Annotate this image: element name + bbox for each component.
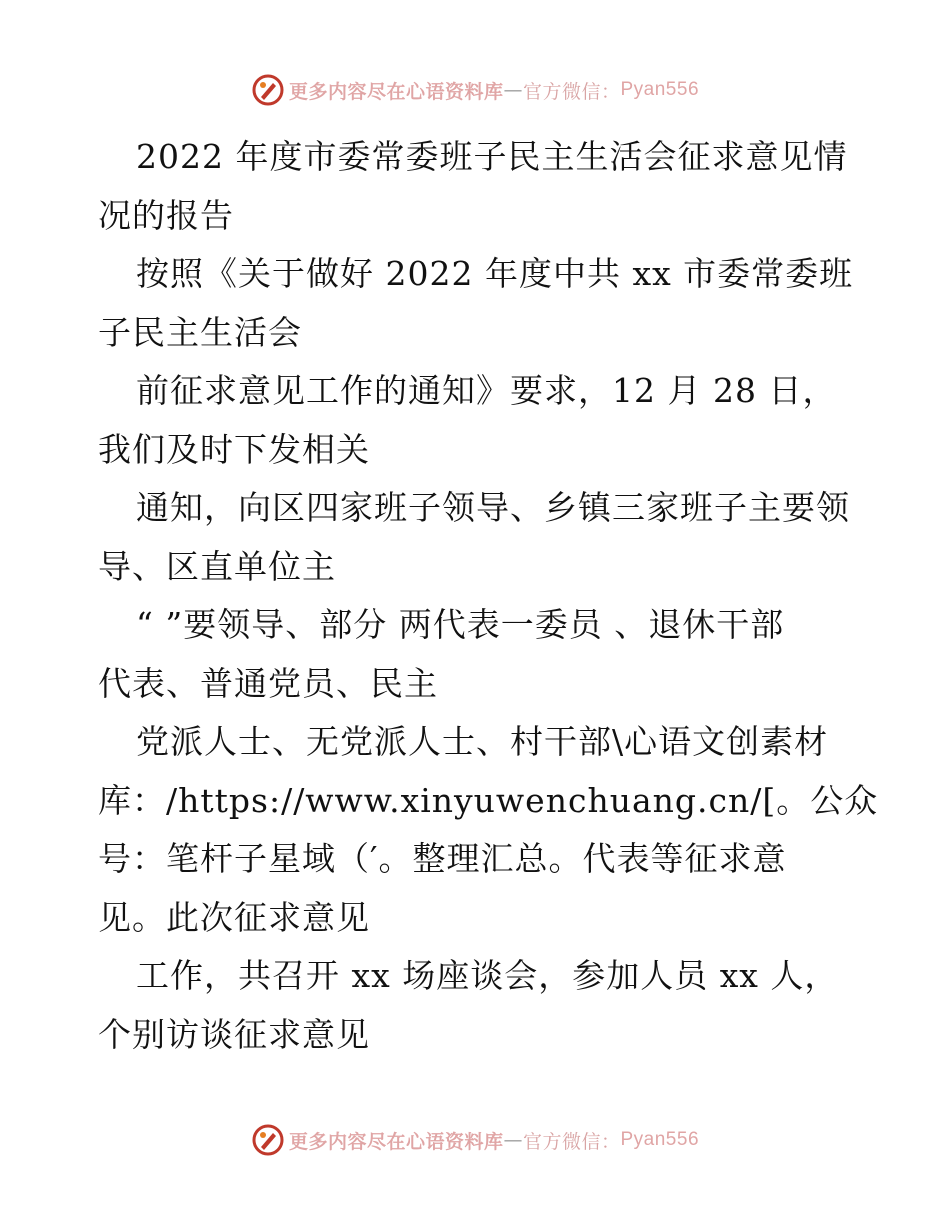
paragraph-line: 通知，向区四家班子领导、乡镇三家班子主要领 <box>136 488 850 527</box>
header-watermark <box>0 70 950 110</box>
paragraph-line: 党派人士、无党派人士、村干部\心语文创素材 <box>136 722 829 761</box>
watermark-wechat-id: Pyan556 <box>620 79 700 100</box>
watermark-wechat-label: 官方微信： <box>522 80 621 103</box>
paragraph-line: 代表、普通党员、民主 <box>98 663 438 703</box>
paragraph-line: 前征求意见工作的通知》要求，12 月 28 日， <box>136 371 837 410</box>
paragraph-line: 我们及时下发相关 <box>98 429 370 469</box>
document-body <box>98 128 879 1064</box>
paragraph-line: 库：/https://www.xinyuwenchuang.cn/[。公众 <box>98 780 879 820</box>
paragraph-line: 个别访谈征求意见 <box>98 1014 370 1054</box>
paragraph-line: 子民主生活会 <box>98 312 302 352</box>
paragraph-line: 工作，共召开 xx 场座谈会，参加人员 xx 人， <box>136 956 839 995</box>
watermark-wechat-label: 官方微信： <box>522 1130 621 1153</box>
footer-watermark <box>0 1120 950 1160</box>
watermark-brand: 更多内容尽在心语资料库 <box>288 80 504 103</box>
paragraph-line: “ ”要领导、部分 两代表一委员 、退休干部 <box>136 605 785 644</box>
paragraph-line: 按照《关于做好 2022 年度中共 xx 市委常委班 <box>136 254 854 293</box>
document-title-line-1: 2022 年度市委常委班子民主生活会征求意见情 <box>136 137 848 176</box>
watermark-separator: — <box>503 79 523 101</box>
paragraph-line: 号：笔杆子星域（′。整理汇总。代表等征求意 <box>98 839 787 878</box>
document-title-line-2: 况的报告 <box>98 195 234 235</box>
watermark-separator: — <box>503 1129 523 1151</box>
paragraph-line: 导、区直单位主 <box>98 546 336 586</box>
paragraph-line: 见。此次征求意见 <box>98 897 370 937</box>
pen-logo-icon <box>251 1123 285 1157</box>
watermark-brand: 更多内容尽在心语资料库 <box>288 1130 504 1153</box>
watermark-wechat-id: Pyan556 <box>620 1129 700 1150</box>
pen-logo-icon <box>251 73 285 107</box>
